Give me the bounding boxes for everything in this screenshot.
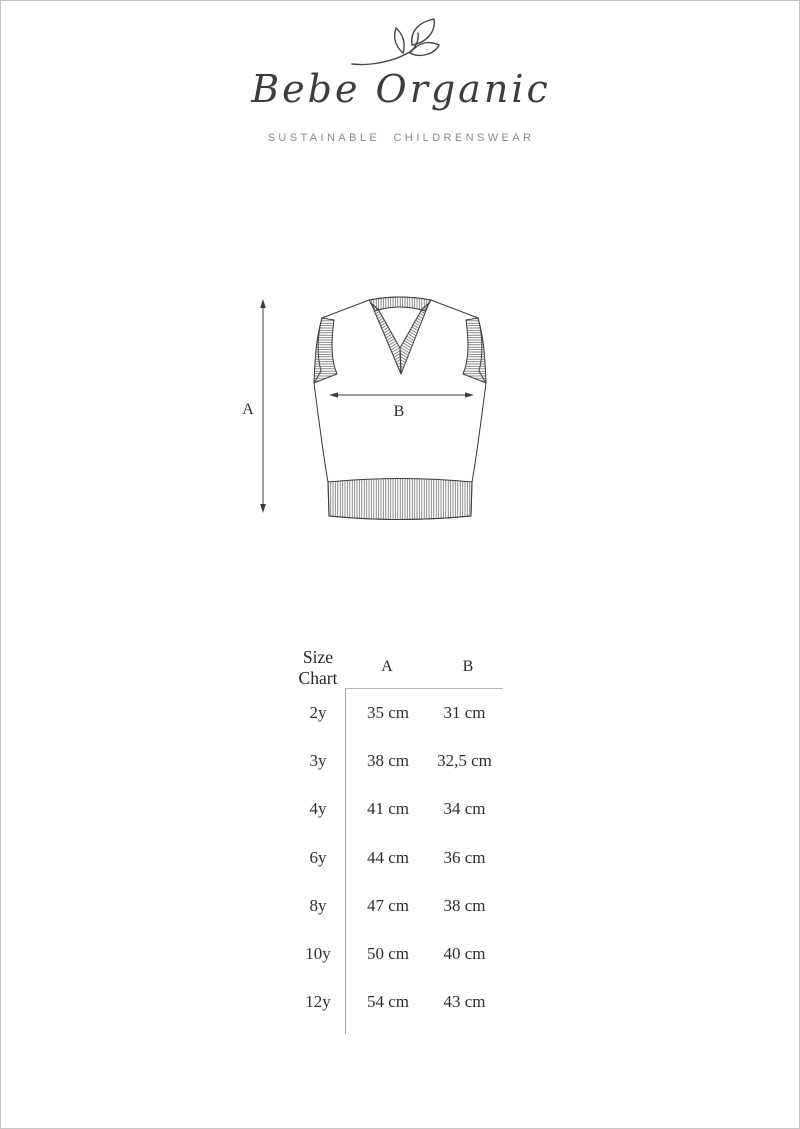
hem-ribbing xyxy=(328,479,472,520)
brand-name: Bebe Organic xyxy=(251,67,551,111)
size-chart-row xyxy=(1,834,800,882)
column-header-a: A xyxy=(381,658,393,675)
measurement-a-value: 47 cm xyxy=(366,895,410,915)
measurement-b-value: 43 cm xyxy=(443,992,486,1012)
branch-leaves-icon xyxy=(346,13,456,73)
vest-measurement-diagram xyxy=(231,286,511,531)
measurement-a-value: 35 cm xyxy=(366,703,410,722)
size-label: 4y xyxy=(309,799,327,819)
measurement-a-value: 38 cm xyxy=(366,751,410,771)
measurement-a-value: 44 cm xyxy=(366,847,410,867)
brand-tagline: SUSTAINABLE CHILDRENSWEAR xyxy=(267,132,535,144)
size-label: 3y xyxy=(309,751,327,771)
measurement-b-value: 31 cm xyxy=(443,703,486,722)
size-chart-title-line2: Chart xyxy=(298,668,338,688)
column-header-b: B xyxy=(462,658,474,675)
measurement-a-value: 41 cm xyxy=(366,799,410,819)
measurement-b-value: 36 cm xyxy=(443,847,486,867)
measurement-a-value: 54 cm xyxy=(366,992,410,1012)
size-chart-row xyxy=(1,882,800,930)
size-chart-title-line1: Size xyxy=(302,647,334,667)
size-label: 10y xyxy=(305,943,331,963)
measurement-a-value: 50 cm xyxy=(366,943,410,963)
measurement-b-value: 34 cm xyxy=(443,799,486,819)
size-label: 12y xyxy=(305,992,331,1012)
measurement-a-arrow xyxy=(242,299,266,513)
size-chart-row xyxy=(1,737,800,785)
size-chart-row xyxy=(1,930,800,978)
measurement-a-label: A xyxy=(242,401,254,418)
size-label: 2y xyxy=(309,703,327,722)
size-label: 6y xyxy=(309,847,327,867)
size-chart-rows xyxy=(1,689,800,1026)
measurement-b-label: B xyxy=(393,403,405,420)
measurement-b-value: 32,5 cm xyxy=(437,751,492,771)
measurement-b-value: 38 cm xyxy=(443,895,486,915)
size-label: 8y xyxy=(309,895,327,915)
size-chart-row xyxy=(1,978,800,1026)
size-chart-row xyxy=(1,689,800,737)
size-chart-row xyxy=(1,785,800,833)
measurement-b-value: 40 cm xyxy=(443,943,486,963)
